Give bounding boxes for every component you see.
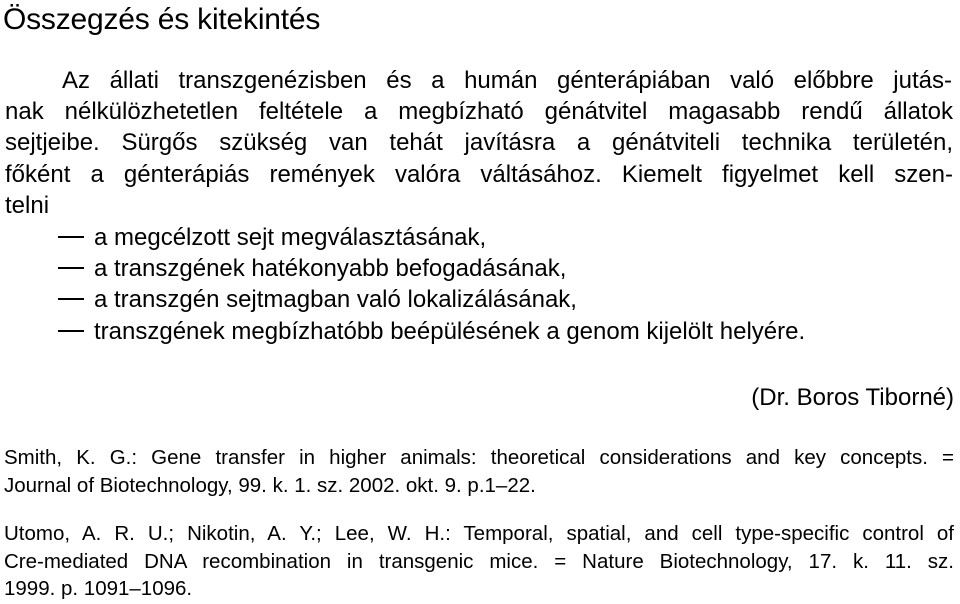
dash-bullet [58,330,84,332]
list-item [58,317,805,347]
paragraph-line: nak nélkülözhetetlen feltétele a megbízható génátvitel magasabb rendű állatok [5,98,953,125]
reference-line: Smith, K. G.: Gene transfer in higher animals: theoretical considerations and key concepts. = [4,446,954,469]
list-item-text: a megcélzott sejt megválasztásának, [94,224,487,251]
reference-line: Cre-mediated DNA recombination in transgenic mice. = Nature Biotechnology, 17. k. 11. sz. [4,550,954,573]
dash-bullet [58,298,84,300]
paragraph-line: telni [5,192,50,219]
list-item [58,285,577,315]
page-title: Összegzés és kitekintés [3,3,321,36]
reference-line: 1999. p. 1091–1096. [4,577,193,600]
paragraph-line: sejtjeibe. Sürgős szükség van tehát javításra a génátviteli technika területén, [5,129,953,156]
list-item [58,254,566,284]
dash-bullet [58,267,84,269]
list-item-text: transzgének megbízhatóbb beépülésének a genom kijelölt helyére. [94,318,806,345]
dash-bullet [58,236,84,238]
author-signature: (Dr. Boros Tiborné) [751,384,954,411]
list-item-text: a transzgének hatékonyabb befogadásának, [94,255,567,282]
list-item-text: a transzgén sejtmagban való lokalizálásának, [94,286,577,313]
paragraph-line: főként a génterápiás remények valóra váltásához. Kiemelt figyelmet kell szen- [5,161,953,188]
list-item [58,223,486,253]
reference-line: Utomo, A. R. U.; Nikotin, A. Y.; Lee, W. H.: Temporal, spatial, and cell type-specific control of [4,522,954,545]
paragraph-line: Az állati transzgenézisben és a humán génterápiában való előbbre jutás- [62,67,952,94]
reference-line: Journal of Biotechnology, 99. k. 1. sz. 2002. okt. 9. p.1–22. [4,474,536,497]
